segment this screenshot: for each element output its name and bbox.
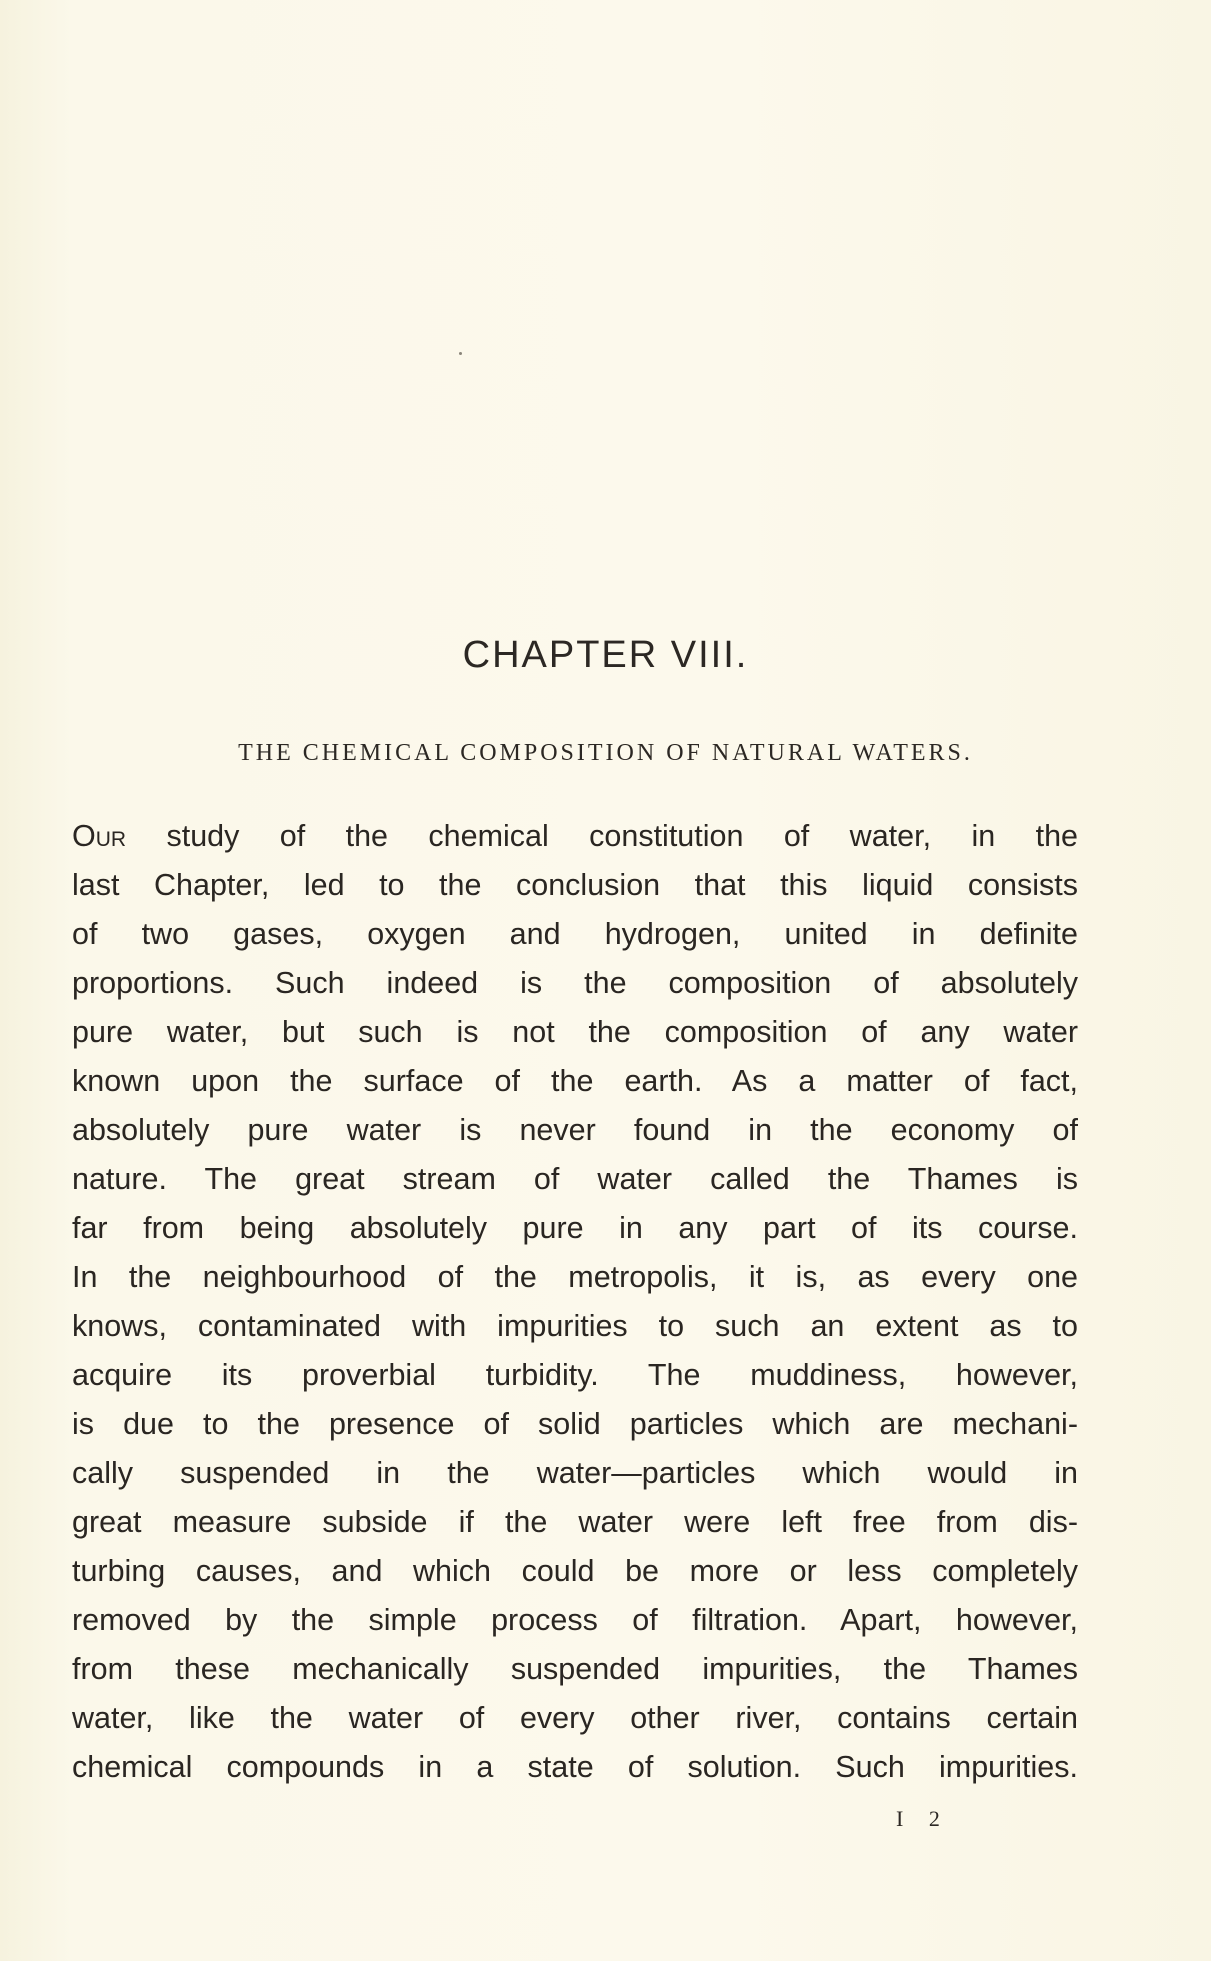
- first-line-rest: study of the chemical constitution of water, in the: [166, 819, 1078, 853]
- body-line: known upon the surface of the earth. As a matter of fact,: [72, 1064, 1078, 1098]
- body-line: turbing causes, and which could be more or less completely: [72, 1554, 1078, 1588]
- body-line: nature. The great stream of water called the Thames is: [72, 1162, 1078, 1196]
- body-line: acquire its proverbial turbidity. The muddiness, however,: [72, 1358, 1078, 1392]
- body-line: removed by the simple process of filtration. Apart, however,: [72, 1603, 1078, 1637]
- body-line: last Chapter, led to the conclusion that this liquid consists: [72, 868, 1078, 902]
- body-line: proportions. Such indeed is the composition of absolutely: [72, 966, 1078, 1000]
- body-line: chemical compounds in a state of solution. Such impurities.: [72, 1750, 1078, 1784]
- body-line: pure water, but such is not the composition of any water: [72, 1015, 1078, 1049]
- signature-mark: I 2: [896, 1806, 950, 1831]
- body-line: water, like the water of every other river, contains certain: [72, 1701, 1078, 1735]
- body-line: knows, contaminated with impurities to such an extent as to: [72, 1309, 1078, 1343]
- chapter-body: [72, 812, 1078, 1792]
- body-line: is due to the presence of solid particles which are mechani-: [72, 1407, 1078, 1441]
- lead-word: Our: [72, 819, 127, 853]
- body-line: from these mechanically suspended impurities, the Thames: [72, 1652, 1078, 1686]
- body-line: of two gases, oxygen and hydrogen, united in definite: [72, 917, 1078, 951]
- body-line: far from being absolutely pure in any part of its course.: [72, 1211, 1078, 1245]
- paper-speck: [459, 352, 462, 355]
- chapter-title: THE CHEMICAL COMPOSITION OF NATURAL WATERS.: [238, 740, 973, 766]
- body-line: cally suspended in the water—particles which would in: [72, 1456, 1078, 1490]
- body-line: absolutely pure water is never found in the economy of: [72, 1113, 1078, 1147]
- chapter-number: CHAPTER VIII.: [462, 634, 749, 676]
- body-line: In the neighbourhood of the metropolis, it is, as every one: [72, 1260, 1078, 1294]
- body-line: great measure subside if the water were left free from dis-: [72, 1505, 1078, 1539]
- body-line-first: [72, 812, 1078, 861]
